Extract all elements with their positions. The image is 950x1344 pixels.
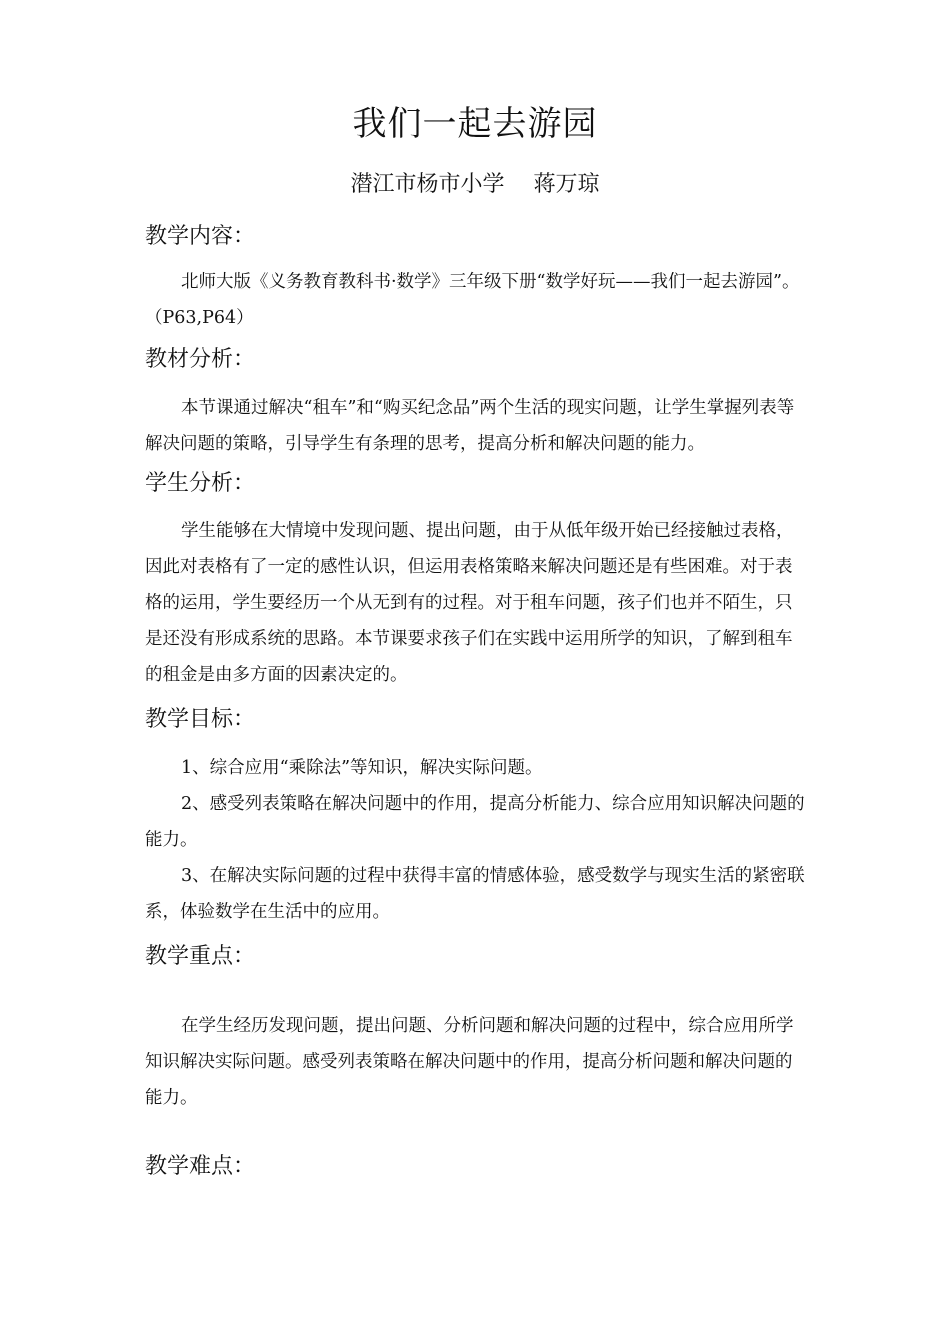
paragraph-teaching-content: 北师大版《义务教育教科书·数学》三年级下册“数学好玩——我们一起去游园”。（P63,P64） [145,272,800,328]
goal-item-3: 3、在解决实际问题的过程中获得丰富的情感体验，感受数学与现实生活的紧密联系，体验数学在生活中的应用。 [145,866,805,922]
goal-item-2: 2、感受列表策略在解决问题中的作用，提高分析能力、综合应用知识解决问题的能力。 [145,794,805,850]
heading-key-points: 教学重点： [145,944,256,969]
author-line: 潜江市杨市小学 蒋万琼 [350,172,600,197]
paragraph-key-points: 在学生经历发现问题，提出问题、分析问题和解决问题的过程中，综合应用所学知识解决实际问题。感受列表策略在解决问题中的作用，提高分析问题和解决问题的能力。 [145,1016,794,1108]
heading-student-analysis: 学生分析： [145,471,256,496]
heading-material-analysis: 教材分析： [145,347,256,372]
document-title: 我们一起去游园 [352,104,598,144]
goal-item-1: 1、综合应用“乘除法”等知识，解决实际问题。 [181,758,543,778]
heading-teaching-goals: 教学目标： [145,707,256,732]
paragraph-student-analysis: 学生能够在大情境中发现问题、提出问题，由于从低年级开始已经接触过表格，因此对表格有了一定的感性认识，但运用表格策略来解决问题还是有些困难。对于表格的运用，学生要经历一个从无到有的过程。对于租车问题，孩子们也并不陌生，只是还没有形成系统的思路。本节课要求孩子们在实践中运用所学的知识，了解到租车的租金是由多方面的因素决定的。 [145,521,794,685]
heading-teaching-content: 教学内容： [145,224,256,249]
heading-difficulties: 教学难点： [145,1154,256,1179]
paragraph-material-analysis: 本节课通过解决“租车”和“购买纪念品”两个生活的现实问题，让学生掌握列表等解决问题的策略，引导学生有条理的思考，提高分析和解决问题的能力。 [145,398,795,454]
